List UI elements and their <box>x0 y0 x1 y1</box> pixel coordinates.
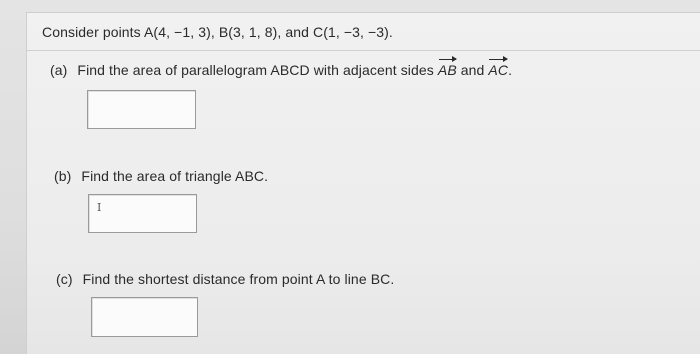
question-a-connector: and <box>456 62 489 78</box>
question-c-label: (c) <box>56 271 73 287</box>
problem-statement: Consider points A(4, −1, 3), B(3, 1, 8), and C(1, −3, −3). <box>42 24 393 40</box>
question-b-label: (b) <box>54 168 72 184</box>
question-b-text: Find the area of triangle ABC. <box>81 168 269 184</box>
vector-ac: AC <box>488 62 509 78</box>
vector-ab: AB <box>437 62 457 78</box>
question-a <box>50 62 512 78</box>
answer-input-c[interactable] <box>91 297 198 337</box>
question-a-text: Find the area of parallelogram ABCD with adjacent sides <box>77 62 438 78</box>
question-c <box>56 271 394 287</box>
text-cursor-icon: I <box>97 201 102 214</box>
question-b <box>54 168 268 184</box>
answer-input-b[interactable] <box>88 194 197 233</box>
answer-input-a[interactable] <box>87 90 196 129</box>
question-a-suffix: . <box>508 62 513 78</box>
question-a-label: (a) <box>50 62 68 78</box>
question-c-text: Find the shortest distance from point A to line BC. <box>82 271 395 287</box>
header-divider <box>26 50 700 51</box>
